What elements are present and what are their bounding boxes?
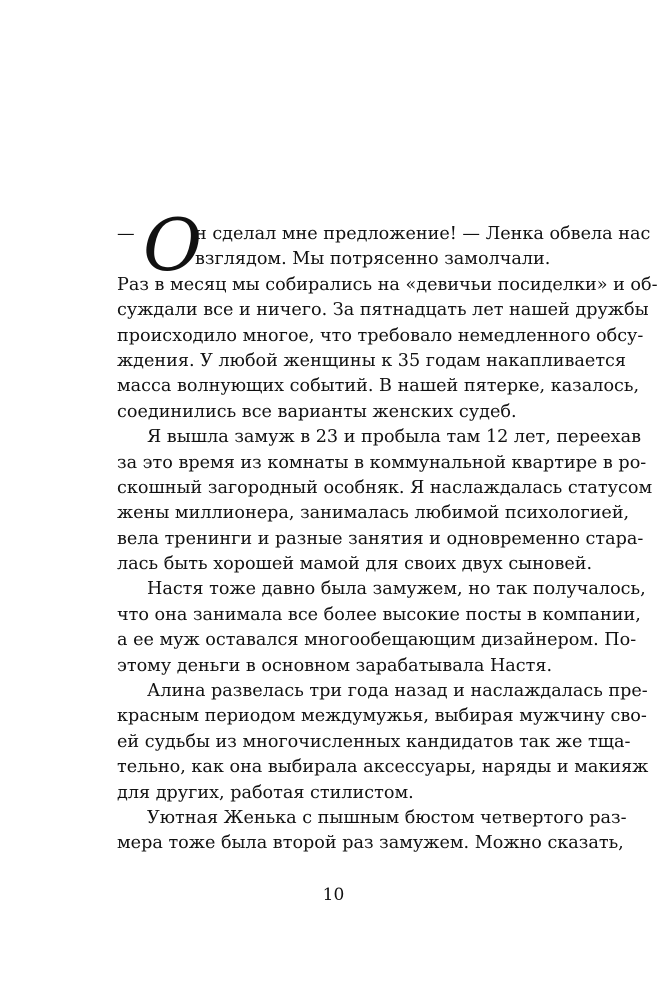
paragraph-3	[117, 577, 646, 679]
text-line: этому деньги в основном зарабатывала Настя.	[117, 655, 553, 676]
opening-dash: —	[117, 224, 135, 244]
text-line: Настя тоже давно была замужем, но так получалось,	[147, 579, 646, 600]
text-line: суждали все и ничего. За пятнадцать лет нашей дружбы	[117, 300, 649, 321]
paragraph-5	[117, 806, 627, 857]
body-text	[117, 203, 658, 857]
text-line: масса волнующих событий. В нашей пятерке, казалось,	[117, 376, 640, 397]
text-line: ждения. У любой женщины к 35 годам накапливается	[117, 350, 626, 371]
text-line: для других, работая стилистом.	[117, 782, 414, 803]
text-line: мера тоже была второй раз замужем. Можно сказать,	[117, 833, 624, 854]
text-line: скошный загородный особняк. Я наслаждалась статусом	[117, 477, 653, 498]
drop-cap-letter: О	[143, 203, 203, 287]
text-line: н сделал мне предложение! — Ленка обвела нас	[195, 224, 651, 244]
text-line: происходило многое, что требовало немедленного обсу-	[117, 325, 644, 346]
text-line: красным периодом междумужья, выбирая мужчину сво-	[117, 706, 647, 727]
paragraph-1	[117, 273, 658, 425]
text-line: соединились все варианты женских судеб.	[117, 401, 517, 422]
text-line: Я вышла замуж в 23 и пробыла там 12 лет, переехав	[147, 427, 641, 448]
text-line: тельно, как она выбирала аксессуары, наряды и макияж	[117, 757, 649, 778]
text-line: Раз в месяц мы собирались на «девичьи посиделки» и об-	[117, 274, 658, 295]
text-line: Алина развелась три года назад и наслаждалась пре-	[147, 681, 648, 702]
text-line: что она занимала все более высокие посты в компании,	[117, 604, 641, 625]
text-line: а ее муж оставался многообещающим дизайнером. По-	[117, 630, 637, 651]
text-line: лась быть хорошей мамой для своих двух сыновей.	[117, 554, 593, 575]
page-number: 10	[322, 885, 345, 905]
text-line: Уютная Женька с пышным бюстом четвертого раз-	[147, 808, 627, 828]
paragraph-4	[117, 679, 649, 806]
text-line: жены миллионера, занималась любимой психологией,	[117, 503, 630, 524]
paragraph-2	[117, 425, 653, 577]
text-line: взглядом. Мы потрясенно замолчали.	[195, 249, 551, 270]
drop-cap-lines	[195, 222, 651, 273]
text-line: ей судьбы из многочисленных кандидатов так же тща-	[117, 731, 631, 752]
text-line: за это время из комнаты в коммунальной квартире в ро-	[117, 452, 647, 473]
text-line: вела тренинги и разные занятия и одновременно стара-	[117, 528, 644, 549]
